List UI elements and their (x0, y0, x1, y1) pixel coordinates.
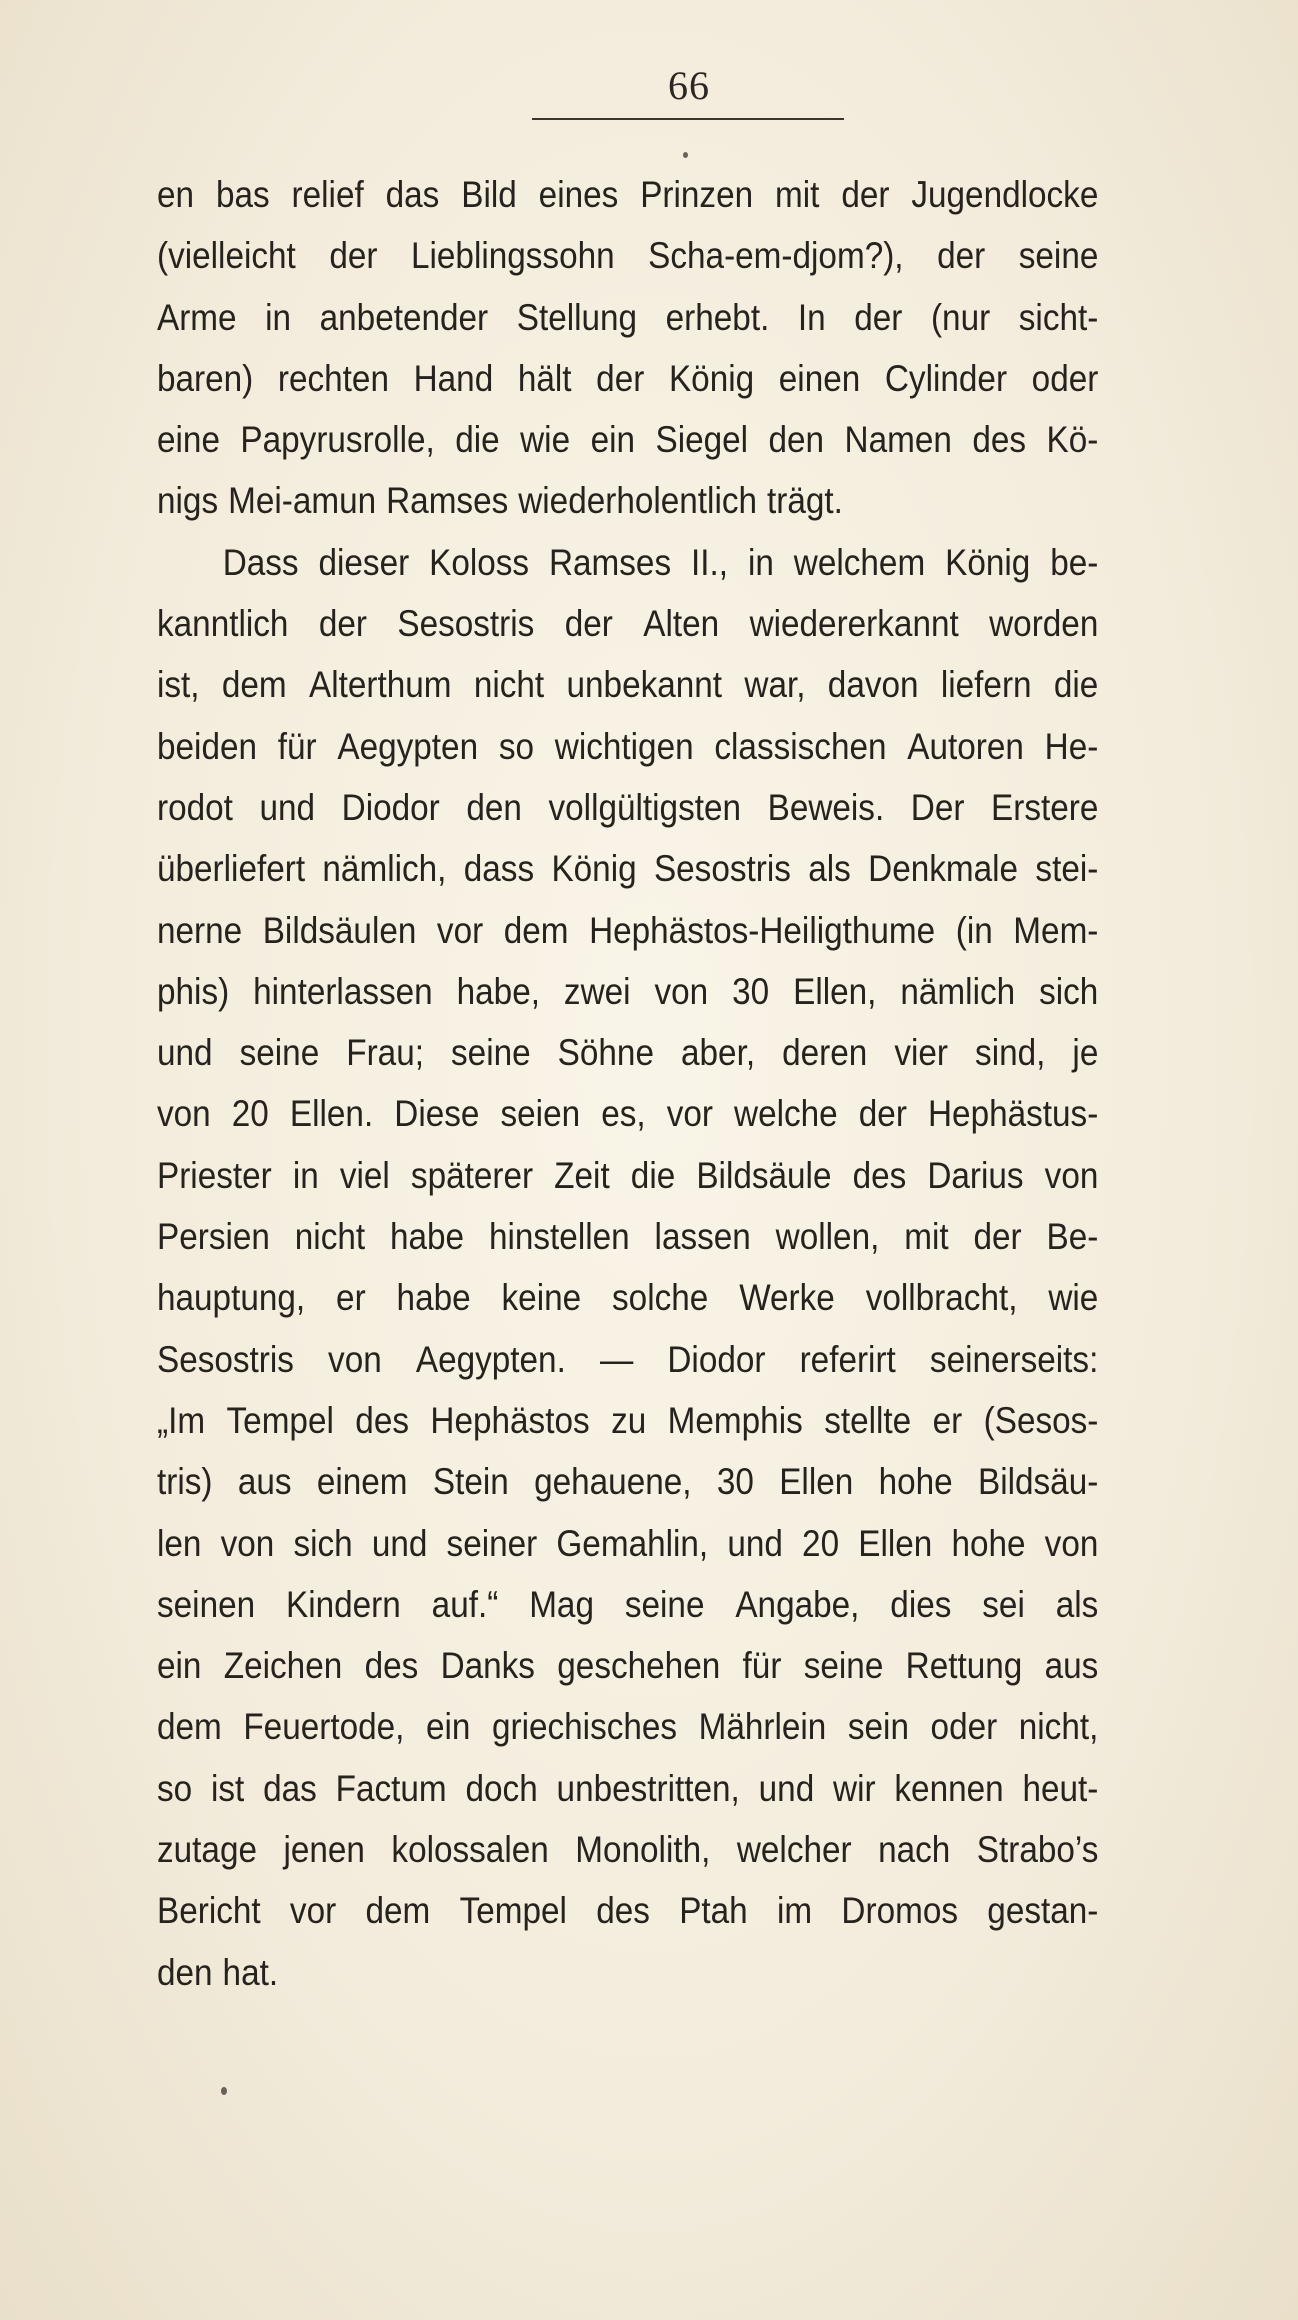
text-line: den hat. (157, 1951, 279, 1993)
text-line: überliefert nämlich, dass König Sesostris als Denkmale stei- (157, 848, 1099, 890)
text-line: baren) rechten Hand hält der König einen Cylinder oder (157, 357, 1099, 399)
text-line: nerne Bildsäulen vor dem Hephästos-Heiligthume (in Mem- (157, 909, 1099, 951)
text-line: rodot und Diodor den vollgültigsten Beweis. Der Erstere (157, 786, 1099, 828)
text-line: en bas relief das Bild eines Prinzen mit der Jugendlocke (157, 174, 1099, 215)
text-line: Sesostris von Aegypten. — Diodor referirt seinerseits: (157, 1338, 1099, 1380)
text-line: Arme in anbetender Stellung erhebt. In der (nur sicht- (157, 296, 1099, 338)
text-line: Bericht vor dem Tempel des Ptah im Dromos gestan- (157, 1890, 1099, 1932)
text-line: hauptung, er habe keine solche Werke vollbracht, wie (157, 1277, 1099, 1319)
text-line: ein Zeichen des Danks geschehen für seine Rettung aus (157, 1645, 1099, 1687)
page-number: 66 (668, 63, 710, 108)
text-line: beiden für Aegypten so wichtigen classischen Autoren He- (157, 725, 1099, 767)
text-line: und seine Frau; seine Söhne aber, deren vier sind, je (157, 1032, 1099, 1074)
text-line: eine Papyrusrolle, die wie ein Siegel den Namen des Kö- (157, 419, 1099, 461)
text-line: Dass dieser Koloss Ramses II., in welchem König be- (222, 541, 1099, 583)
text-line: so ist das Factum doch unbestritten, und wir kennen heut- (157, 1767, 1099, 1809)
ink-speck (221, 2087, 227, 2095)
header-rule (532, 118, 844, 120)
text-line: von 20 Ellen. Diese seien es, vor welche der Hephästus- (157, 1093, 1099, 1135)
text-line: Persien nicht habe hinstellen lassen wollen, mit der Be- (157, 1216, 1099, 1258)
text-line: nigs Mei-amun Ramses wiederholentlich trägt. (157, 480, 843, 522)
text-line: ist, dem Alterthum nicht unbekannt war, davon liefern die (157, 664, 1099, 706)
text-line: tris) aus einem Stein gehauene, 30 Ellen hohe Bildsäu- (157, 1461, 1099, 1503)
text-line: phis) hinterlassen habe, zwei von 30 Ellen, nämlich sich (157, 970, 1099, 1012)
text-line: dem Feuertode, ein griechisches Mährlein sein oder nicht, (157, 1706, 1099, 1748)
text-line: seinen Kindern auf.“ Mag seine Angabe, dies sei als (157, 1583, 1099, 1625)
text-line: zutage jenen kolossalen Monolith, welcher nach Strabo’s (157, 1829, 1099, 1871)
text-line: Priester in viel späterer Zeit die Bildsäule des Darius von (157, 1154, 1099, 1196)
text-line: „Im Tempel des Hephästos zu Memphis stellte er (Sesos- (157, 1399, 1099, 1441)
text-line: (vielleicht der Lieblingssohn Scha-em-djom?), der seine (157, 235, 1099, 277)
text-line: len von sich und seiner Gemahlin, und 20 Ellen hohe von (157, 1522, 1099, 1564)
text-line: kanntlich der Sesostris der Alten wiedererkannt worden (157, 603, 1099, 645)
body-text (157, 164, 1098, 2003)
ink-speck (683, 152, 688, 158)
